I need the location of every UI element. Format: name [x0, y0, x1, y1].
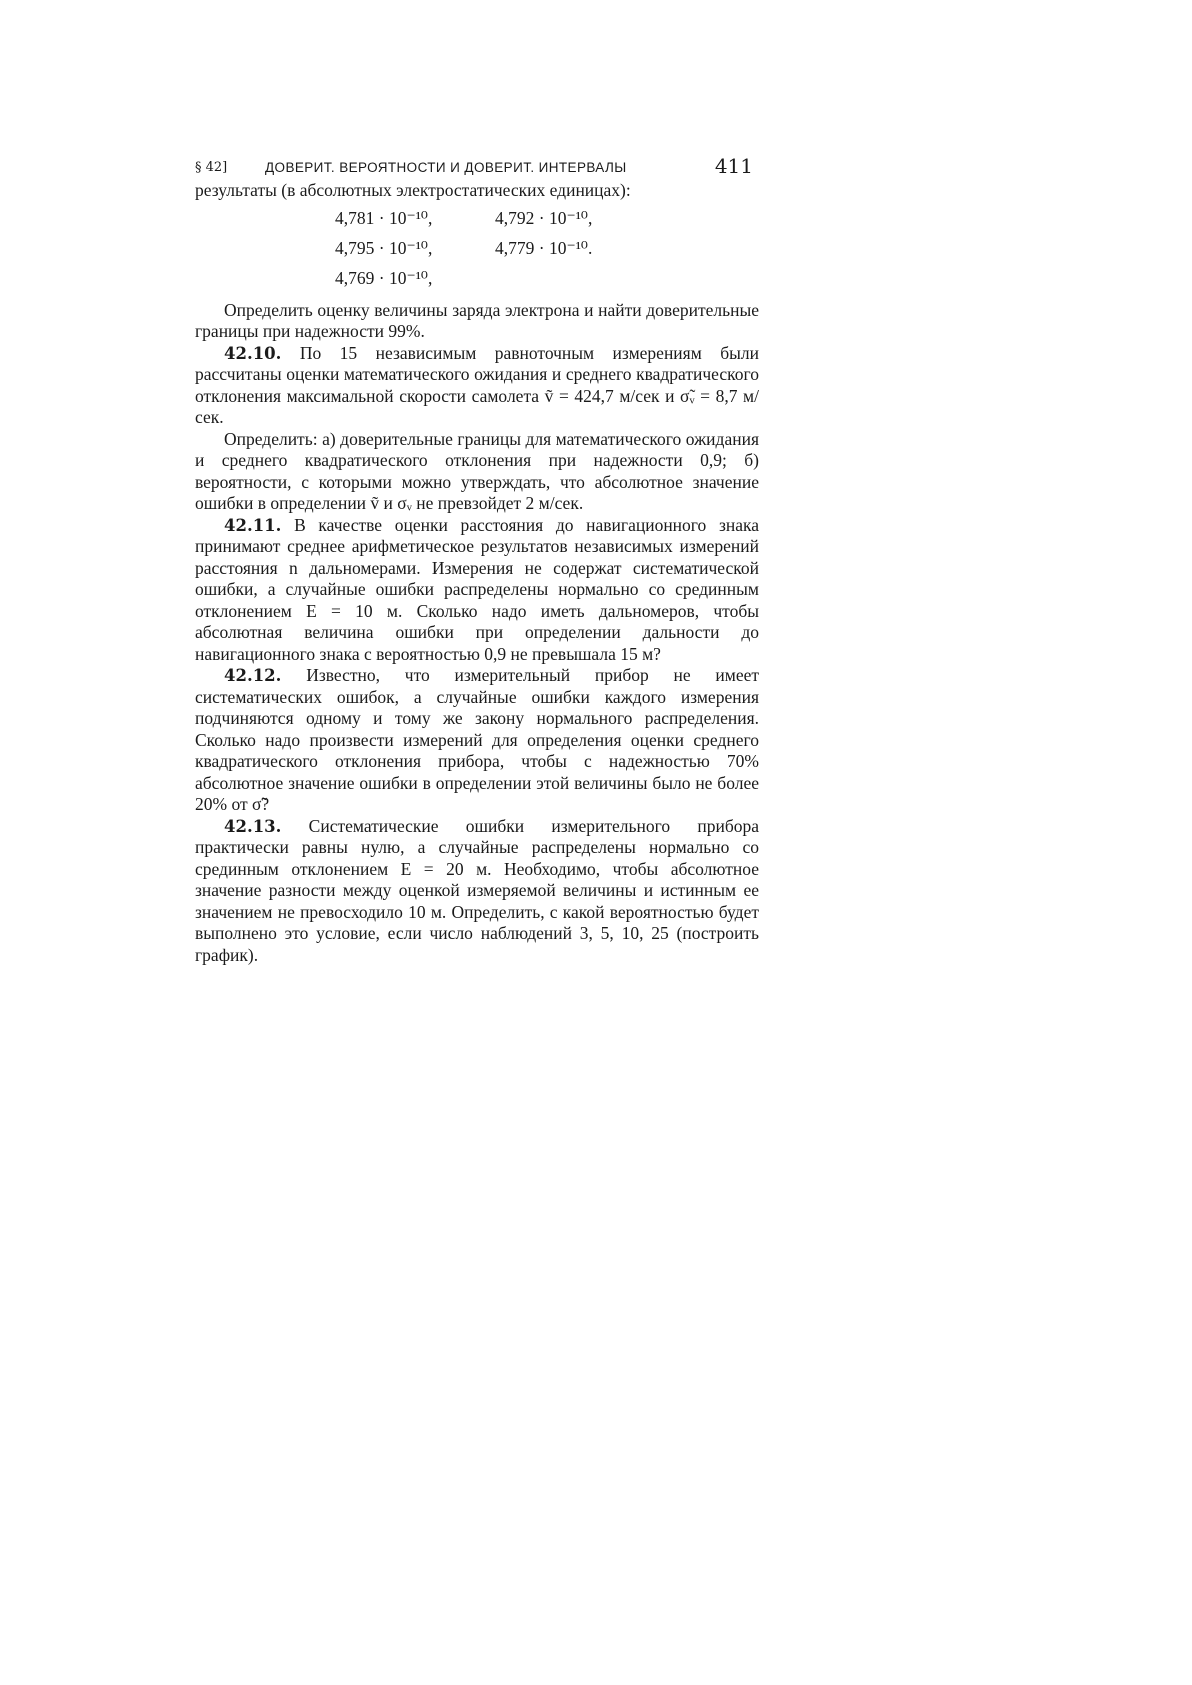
problem-42-12	[195, 665, 759, 816]
problem-42-10	[195, 343, 759, 429]
section-marker: § 42]	[195, 160, 228, 175]
value-5: 4,769 · 10⁻¹⁰,	[335, 267, 433, 288]
problem-42-13	[195, 816, 759, 967]
value-2: 4,792 · 10⁻¹⁰,	[495, 207, 593, 228]
problem-number: 42.10.	[224, 343, 282, 363]
header-title: ДОВЕРИТ. ВЕРОЯТНОСТИ И ДОВЕРИТ. ИНТЕРВАЛЫ	[265, 160, 627, 175]
intro-line: результаты (в абсолютных электростатических единицах):	[195, 180, 631, 200]
page-number: 411	[714, 154, 753, 178]
task-paragraph: Определить оценку величины заряда электрона и найти доверительные границы при надежности 99%.	[195, 299, 759, 341]
problem-text: В качестве оценки расстояния до навигационного знака принимают среднее арифметическое результатов независимых измерений расстояния n дальномерами. Измерения не содержат систематической ошибки, а случайные ошибки распределены нормально со срединным отклонением E = 10 м. Сколько надо иметь дальномеров, чтобы абсолютная величина ошибки при определении дальности до навигационного знака с вероятностью 0,9 не превышала 15 м?	[195, 514, 759, 664]
book-page	[195, 150, 759, 966]
problem-text: Известно, что измерительный прибор не имеет систематических ошибок, а случайные ошибки каждого измерения подчиняются одному и тому же закону нормального распределения. Сколько надо произвести измерений для определения оценки среднего квадратического отклонения прибора, чтобы с надежностью 70% абсолютное значение ошибки в определении этой величины было не более 20% от σ̃?	[195, 665, 760, 814]
value-1: 4,781 · 10⁻¹⁰,	[335, 207, 433, 228]
problem-number: 42.13.	[224, 816, 282, 836]
values-block	[195, 202, 759, 294]
problem-42-11	[195, 515, 759, 666]
value-4: 4,779 · 10⁻¹⁰.	[495, 237, 593, 258]
running-header	[195, 150, 759, 180]
problem-number: 42.12.	[224, 666, 282, 685]
value-3: 4,795 · 10⁻¹⁰,	[335, 237, 433, 258]
problem-number: 42.11.	[224, 515, 282, 535]
problem-text: Систематические ошибки измерительного прибора практически равны нулю, а случайные распределены нормально со срединным отклонением E = 20 м. Необходимо, чтобы абсолютное значение разности между оценкой измеряемой величины и истинным ее значением не превосходило 10 м. Определить, с какой вероятностью будет выполнено это условие, если число наблюдений 3, 5, 10, 25 (построить график).	[195, 815, 759, 965]
problem-text: По 15 независимым равноточным измерениям были рассчитаны оценки математического ожидания и среднего квадратического отклонения максимальной скорости самолета ṽ = 424,7 м/сек и σ̃ᵥ = 8,7 м/сек.	[195, 342, 759, 427]
problem-42-10-extra: Определить: а) доверительные границы для математического ожидания и среднего квадратического отклонения при надежности 0,9; б) вероятности, с которыми можно утверждать, что абсолютное значение ошибки в определении ṽ и σᵥ не превзойдет 2 м/сек.	[195, 428, 759, 513]
